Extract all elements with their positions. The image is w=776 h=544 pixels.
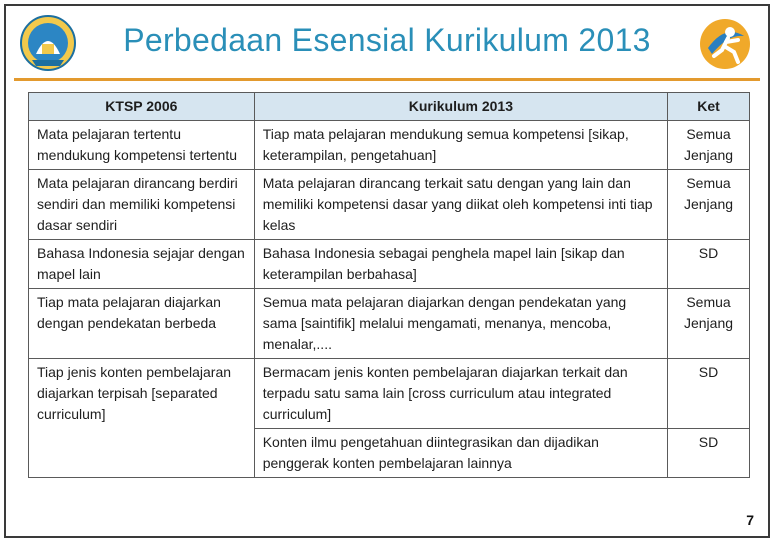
- ktsp-cell: Mata pelajaran tertentu mendukung kompetensi tertentu: [29, 121, 255, 170]
- page-title: Perbedaan Esensial Kurikulum 2013: [123, 22, 651, 58]
- column-header-k13: Kurikulum 2013: [254, 93, 667, 121]
- table-row: [29, 170, 750, 240]
- ktsp-cell: Tiap mata pelajaran diajarkan dengan pendekatan berbeda: [29, 289, 255, 359]
- kurikulum-2013-runner-icon: [698, 14, 752, 72]
- table-row: [29, 121, 750, 170]
- page-number: 7: [746, 512, 754, 528]
- k13-cell: Tiap mata pelajaran mendukung semua kompetensi [sikap, keterampilan, pengetahuan]: [254, 121, 667, 170]
- k13-cell: Bermacam jenis konten pembelajaran diajarkan terkait dan terpadu satu sama lain [cross curriculum atau integrated curriculum]: [254, 359, 667, 429]
- k13-cell: Semua mata pelajaran diajarkan dengan pendekatan yang sama [saintifik] melalui mengamati, menanya, mencoba, menalar,....: [254, 289, 667, 359]
- table-row: [29, 359, 750, 429]
- ket-cell: Semua Jenjang: [668, 289, 750, 359]
- column-header-ktsp: KTSP 2006: [29, 93, 255, 121]
- table-row: [29, 240, 750, 289]
- column-header-ket: Ket: [668, 93, 750, 121]
- header-divider: [14, 78, 760, 81]
- ket-cell: SD: [668, 359, 750, 429]
- ket-cell: Semua Jenjang: [668, 121, 750, 170]
- k13-cell: Bahasa Indonesia sebagai penghela mapel lain [sikap dan keterampilan berbahasa]: [254, 240, 667, 289]
- table-header-row: [29, 93, 750, 121]
- ktsp-cell: Tiap jenis konten pembelajaran diajarkan terpisah [separated curriculum]: [29, 359, 255, 478]
- slide-header: [6, 6, 768, 80]
- ktsp-cell: Mata pelajaran dirancang berdiri sendiri dan memiliki kompetensi dasar sendiri: [29, 170, 255, 240]
- ket-cell: SD: [668, 240, 750, 289]
- comparison-table: [28, 92, 750, 478]
- slide: [4, 4, 770, 538]
- k13-cell: Konten ilmu pengetahuan diintegrasikan dan dijadikan penggerak konten pembelajaran lainnya: [254, 429, 667, 478]
- tut-wuri-handayani-emblem-icon: [18, 14, 78, 72]
- table-row: [29, 289, 750, 359]
- ket-cell: Semua Jenjang: [668, 170, 750, 240]
- k13-cell: Mata pelajaran dirancang terkait satu dengan yang lain dan memiliki kompetensi dasar yang diikat oleh kompetensi inti tiap kelas: [254, 170, 667, 240]
- ktsp-cell: Bahasa Indonesia sejajar dengan mapel lain: [29, 240, 255, 289]
- ket-cell: SD: [668, 429, 750, 478]
